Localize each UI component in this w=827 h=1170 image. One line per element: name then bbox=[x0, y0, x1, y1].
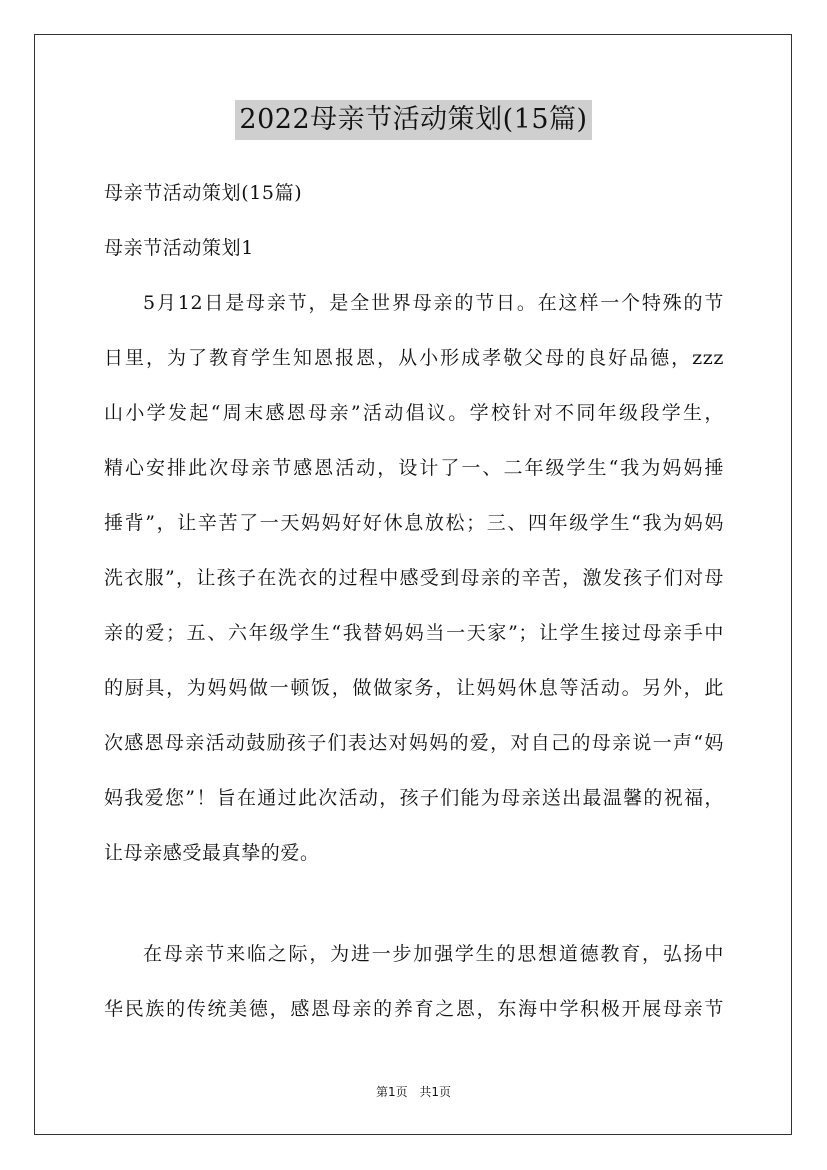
page-total: 共1页 bbox=[419, 1085, 452, 1099]
paragraph-line: 亲的爱；五、六年级学生“我替妈妈当一天家”；让学生接过母亲手中 bbox=[104, 622, 724, 644]
document-subtitle: 母亲节活动策划(15篇) bbox=[104, 182, 303, 204]
paragraph-line: 日里，为了教育学生知恩报恩，从小形成孝敬父母的良好品德，zzz bbox=[104, 347, 724, 369]
page-number: 第1页 bbox=[375, 1085, 408, 1099]
paragraph-line: 在母亲节来临之际，为进一步加强学生的思想道德教育，弘扬中 bbox=[143, 943, 724, 965]
paragraph-line: 山小学发起“周末感恩母亲”活动倡议。学校针对不同年级段学生， bbox=[104, 402, 724, 424]
paragraph-line: 的厨具，为妈妈做一顿饭，做做家务，让妈妈休息等活动。另外，此 bbox=[104, 677, 724, 699]
section-heading: 母亲节活动策划1 bbox=[104, 237, 254, 259]
paragraph-line: 妈我爱您”！旨在通过此次活动，孩子们能为母亲送出最温馨的祝福， bbox=[104, 787, 724, 809]
paragraph-line: 捶背”，让辛苦了一天妈妈好好休息放松；三、四年级学生“我为妈妈 bbox=[104, 512, 724, 534]
paragraph-line: 华民族的传统美德，感恩母亲的养育之恩，东海中学积极开展母亲节 bbox=[104, 998, 724, 1020]
paragraph-line: 次感恩母亲活动鼓励孩子们表达对妈妈的爱，对自己的母亲说一声“妈 bbox=[104, 732, 724, 754]
paragraph-line: 精心安排此次母亲节感恩活动，设计了一、二年级学生“我为妈妈捶 bbox=[104, 457, 724, 479]
page-footer bbox=[0, 1083, 827, 1100]
paragraph-line: 5月12日是母亲节，是全世界母亲的节日。在这样一个特殊的节 bbox=[143, 292, 724, 314]
title-container bbox=[0, 100, 827, 140]
paragraph-line: 让母亲感受最真挚的爱。 bbox=[104, 842, 320, 864]
document-title: 2022母亲节活动策划(15篇) bbox=[235, 100, 591, 140]
paragraph-line: 洗衣服”，让孩子在洗衣的过程中感受到母亲的辛苦，激发孩子们对母 bbox=[104, 567, 724, 589]
